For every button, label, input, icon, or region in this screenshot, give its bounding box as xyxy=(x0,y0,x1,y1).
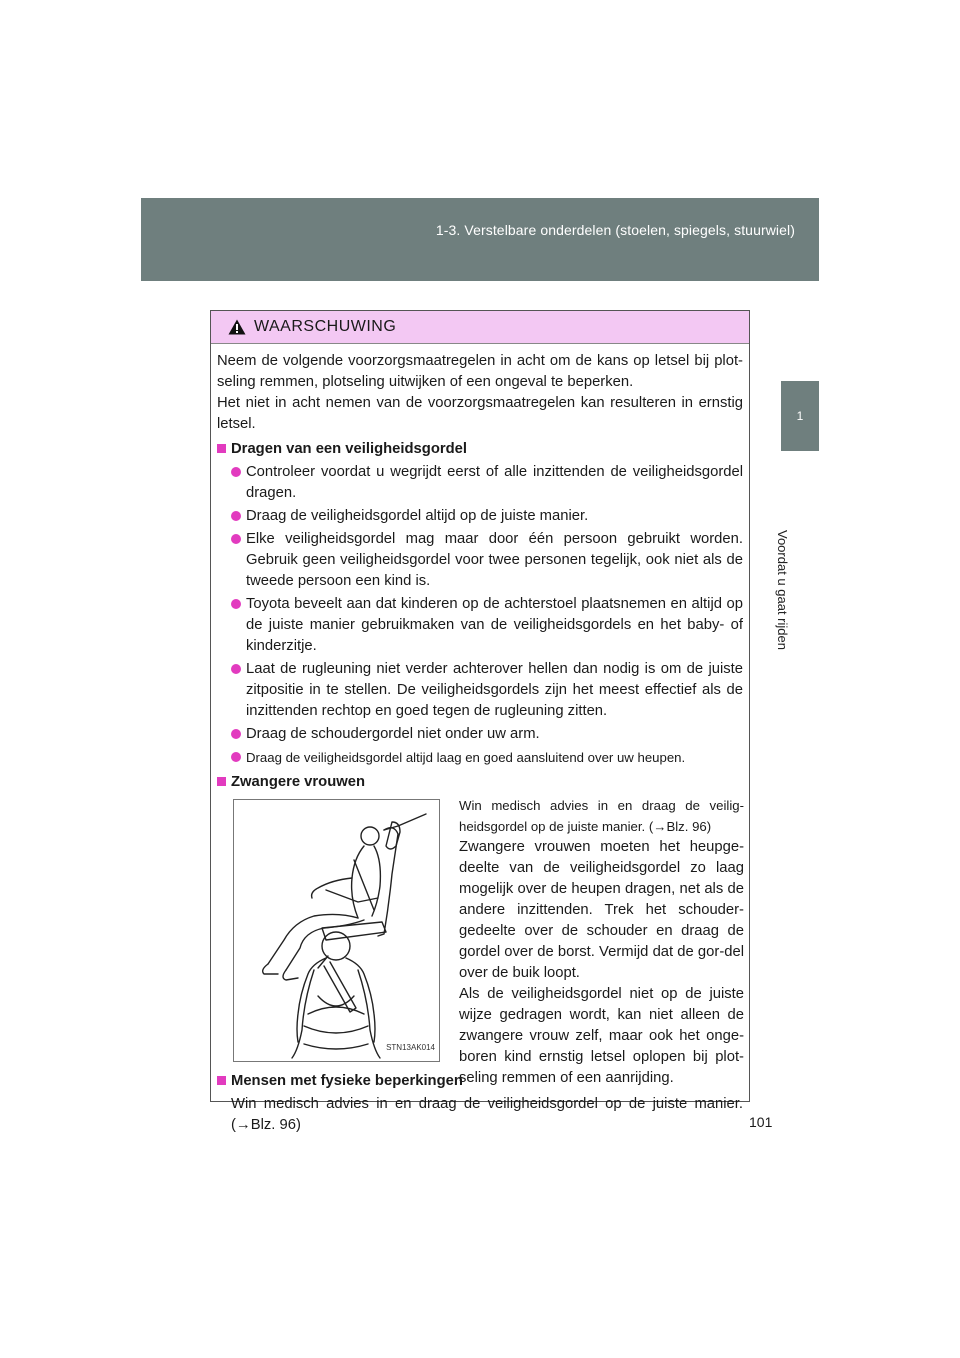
list-item xyxy=(231,594,743,657)
list-item-text: Draag de veiligheidsgordel altijd laag en goed aansluitend over uw heupen. xyxy=(246,750,686,765)
chapter-label: Voordat u gaat rijden xyxy=(775,530,790,650)
list-item-text: Draag de schoudergordel niet onder uw arm. xyxy=(246,726,540,742)
warning-triangle-icon xyxy=(228,319,246,335)
square-bullet-icon xyxy=(217,1076,226,1085)
list-item-text: Draag de veiligheidsgordel altijd op de juiste manier. xyxy=(246,508,589,524)
warning-header xyxy=(211,311,749,344)
list-item-text: Toyota beveelt aan dat kinderen op de achterstoel plaatsnemen en altijd op de juiste manier gebruikmaken van de veiligheidsgordels en het baby- of kinderzitje. xyxy=(246,596,743,654)
bullet-dot-icon xyxy=(231,752,241,762)
bullet-dot-icon xyxy=(231,599,241,609)
square-bullet-icon xyxy=(217,777,226,786)
section-title: 1-3. Verstelbare onderdelen (stoelen, spiegels, stuurwiel) xyxy=(435,222,795,238)
intro-line: Het niet in acht nemen van de voorzorgsmaatregelen kan resulteren in ernstig letsel. xyxy=(217,395,743,432)
warning-content xyxy=(217,351,743,1136)
bullet-dot-icon xyxy=(231,729,241,739)
image-code: STN13AK014 xyxy=(386,1043,435,1052)
paragraph: Als de veiligheidsgordel niet op de juiste wijze gedragen wordt, kan niet alleen de zwangere vrouw zelf, maar ook het onge-boren kind ernstig letsel oplopen bij plot-seling remmen of een aanrijding. xyxy=(459,986,744,1086)
bullet-dot-icon xyxy=(231,467,241,477)
list-item xyxy=(231,529,743,592)
pregnant-women-text xyxy=(459,795,744,1089)
bullet-dot-icon xyxy=(231,664,241,674)
list-item-text: Laat de rugleuning niet verder achterover hellen dan nodig is om de juiste zitpositie in te stellen. De veiligheidsgordels zijn het meest effectief als de inzittenden rechtop en goed tegen de rugleuning zitten. xyxy=(246,661,743,719)
bullet-dot-icon xyxy=(231,511,241,521)
seatbelt-illustration xyxy=(233,799,440,1062)
header-band xyxy=(141,198,819,281)
section-heading xyxy=(217,772,743,793)
paragraph: Zwangere vrouwen moeten het heupge-deelte van de veiligheidsgordel zo laag mogelijk over de heupen dragen, net als de andere inzittenden. Trek het schouder-gedeelte over de schouder en draag de gordel over de borst. Vermijd dat de gor-del over de buik loopt. xyxy=(459,839,744,981)
warning-box xyxy=(210,310,750,1133)
list-item xyxy=(231,462,743,504)
section-heading-label: Dragen van een veiligheidsgordel xyxy=(231,441,467,457)
page-number: 101 xyxy=(749,1114,773,1130)
list-item-text: Elke veiligheidsgordel mag maar door één persoon gebruikt worden. Gebruik geen veiligheidsgordel voor twee personen tegelijk, ook niet als de tweede persoon een kind is. xyxy=(246,531,743,589)
paragraph: Win medisch advies in en draag de veiligheidsgordel op de juiste manier. (→Blz. 96) xyxy=(231,1096,743,1133)
warning-title: WAARSCHUWING xyxy=(254,318,397,335)
chapter-tab: 1 xyxy=(781,381,819,451)
section-heading-label: Mensen met fysieke beperkingen xyxy=(231,1073,463,1089)
intro-line: Neem de volgende voorzorgsmaatregelen in acht om de kans op letsel bij plot-seling remmen, plotseling uitwijken of een ongeval te beperken. xyxy=(217,353,743,390)
bullet-dot-icon xyxy=(231,534,241,544)
list-item xyxy=(231,659,743,722)
seated-person-illustration xyxy=(234,800,439,1061)
list-item xyxy=(231,506,743,527)
section-heading-label: Zwangere vrouwen xyxy=(231,774,366,790)
list-item xyxy=(231,724,743,745)
paragraph: Win medisch advies in en draag de veilig-heidsgordel op de juiste manier. (→Blz. 96) xyxy=(459,798,744,834)
list-item-text: Controleer voordat u wegrijdt eerst of alle inzittenden de veiligheidsgordel dragen. xyxy=(246,464,743,501)
square-bullet-icon xyxy=(217,444,226,453)
section-heading xyxy=(217,439,743,460)
list-item xyxy=(231,747,743,768)
